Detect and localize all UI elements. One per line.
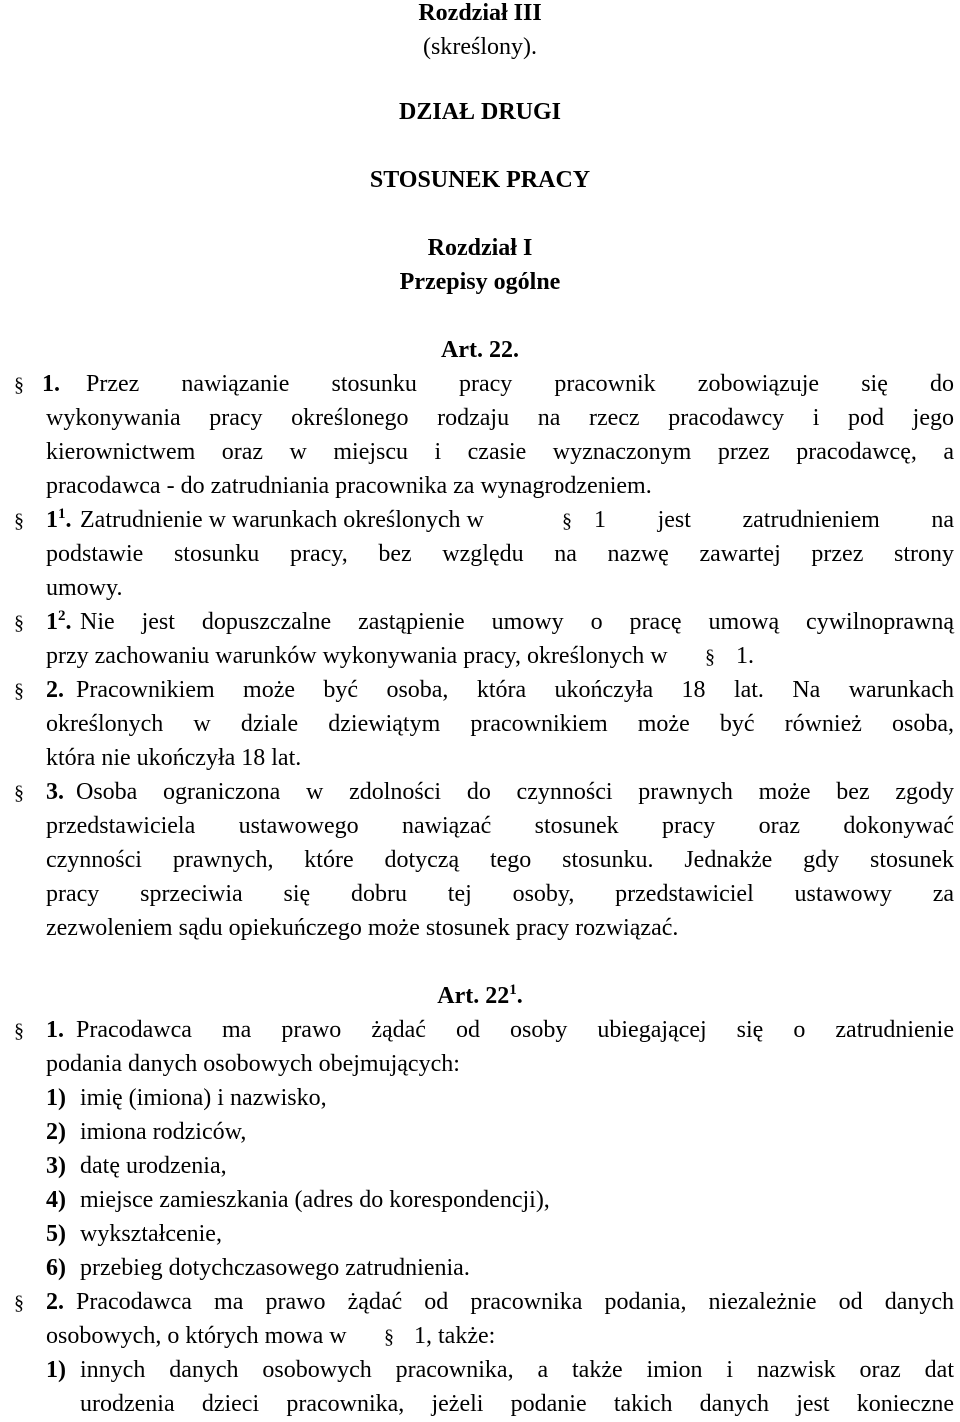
list-item-text: imię (imiona) i nazwisko, — [80, 1085, 327, 1111]
list-item-number: 4) — [46, 1187, 66, 1213]
section-sign: § — [14, 612, 24, 634]
list-item-text: przebieg dotychczasowego zatrudnienia. — [80, 1255, 470, 1281]
list-item-number: 5) — [46, 1221, 66, 1247]
art22-par1-1-text-line: podstawie stosunku pracy, bez względu na nazwę zawartej przez strony — [46, 541, 954, 567]
art22-par3-text-line: pracy sprzeciwia się dobru tej osoby, przedstawiciel ustawowy za — [46, 881, 954, 907]
art22-1-par2-text-a: osobowych, o których mowa w — [46, 1323, 347, 1349]
list-item-text: imiona rodziców, — [80, 1119, 247, 1145]
art22-par3-number: 3. — [46, 779, 64, 805]
art22-1-par1-number: 1. — [46, 1017, 64, 1043]
list-item-number: 3) — [46, 1153, 66, 1179]
art22-par1-1-number: $1^1$. — [46, 506, 72, 533]
article-22-heading: Art. 22. — [441, 337, 519, 363]
art22-par1-text-line: wykonywania pracy określonego rodzaju na rzecz pracodawcy i pod jego — [46, 405, 954, 431]
list-item-text: datę urodzenia, — [80, 1153, 227, 1179]
chapter-1-subtitle: Przepisy ogólne — [399, 269, 561, 295]
art22-1-par2-number: 2. — [46, 1289, 64, 1315]
art22-par1-1-text-line: umowy. — [46, 575, 123, 601]
section-sign: § — [14, 510, 24, 532]
section-sign: § — [14, 1292, 24, 1314]
division-title: DZIAŁ DRUGI — [398, 99, 562, 125]
list-item-text: urodzenia dzieci pracownika, jeżeli podanie takich danych jest konieczne — [80, 1391, 954, 1417]
section-sign: § — [14, 374, 24, 396]
art22-par1-2-text-b: 1. — [736, 643, 754, 669]
art22-par3-text-line: Osoba ograniczona w zdolności do czynności prawnych może bez zgody — [76, 779, 954, 805]
art22-par1-2-number: $1^2$. — [46, 608, 72, 635]
section-sign: § — [14, 680, 24, 702]
art22-par3-text-line: przedstawiciela ustawowego nawiązać stosunek pracy oraz dokonywać — [46, 813, 954, 839]
list-item-text: wykształcenie, — [80, 1221, 222, 1247]
art22-1-par1-text-line: podania danych osobowych obejmujących: — [46, 1051, 460, 1077]
art22-par1-text-line: kierownictwem oraz w miejscu i czasie wyznaczonym przez pracodawcę, a — [46, 439, 954, 465]
art22-par2-number: 2. — [46, 677, 64, 703]
chapter-3-subtitle: (skreślony). — [423, 34, 537, 60]
art22-par3-text-line: czynności prawnych, które dotyczą tego stosunku. Jednakże gdy stosunek — [46, 847, 954, 873]
section-sign: § — [384, 1326, 394, 1348]
list-item-number: 6) — [46, 1255, 66, 1281]
art22-par1-text-line: Przez nawiązanie stosunku pracy pracownik zobowiązuje się do — [86, 371, 954, 397]
list-item-text: miejsce zamieszkania (adres do korespondencji), — [80, 1187, 550, 1213]
art22-par1-2-text-line: Nie jest dopuszczalne zastąpienie umowy o pracę umową cywilnoprawną — [80, 609, 954, 635]
art22-par1-2-text-a: przy zachowaniu warunków wykonywania pracy, określonych w — [46, 643, 668, 669]
section-sign: § — [14, 1020, 24, 1042]
section-sign: § — [14, 782, 24, 804]
art22-1-par2-text-b: 1, także: — [414, 1323, 496, 1349]
chapter-1-title: Rozdział I — [427, 235, 533, 261]
list-item-text: innych danych osobowych pracownika, a także imion i nazwisk oraz dat — [80, 1357, 954, 1383]
list-item-number: 1) — [46, 1357, 66, 1383]
chapter-3-title: Rozdział III — [418, 0, 542, 26]
art22-1-par1-text-line: Pracodawca ma prawo żądać od osoby ubiegającej się o zatrudnienie — [76, 1017, 954, 1043]
art22-par1-1-text-b: 1 jest zatrudnieniem na — [594, 507, 954, 533]
art22-par1-number: 1. — [42, 371, 60, 397]
article-22-1-heading: Art. $22^1$. — [437, 982, 523, 1009]
art22-par1-1-text-a: Zatrudnienie w warunkach określonych w — [80, 507, 484, 533]
list-item-number: 2) — [46, 1119, 66, 1145]
art22-1-par2-text-line: Pracodawca ma prawo żądać od pracownika podania, niezależnie od danych — [76, 1289, 954, 1315]
section-sign: § — [562, 510, 572, 532]
section-sign: § — [705, 646, 715, 668]
art22-par2-text-line: Pracownikiem może być osoba, która ukończyła 18 lat. Na warunkach — [76, 677, 954, 703]
art22-par1-text-line: pracodawca - do zatrudniania pracownika za wynagrodzeniem. — [46, 473, 652, 499]
art22-par2-text-line: która nie ukończyła 18 lat. — [46, 745, 302, 771]
division-subtitle: STOSUNEK PRACY — [369, 167, 591, 193]
art22-par2-text-line: określonych w dziale dziewiątym pracownikiem może być również osoba, — [46, 711, 954, 737]
art22-par3-text-line: zezwoleniem sądu opiekuńczego może stosunek pracy rozwiązać. — [46, 915, 679, 941]
list-item-number: 1) — [46, 1085, 66, 1111]
